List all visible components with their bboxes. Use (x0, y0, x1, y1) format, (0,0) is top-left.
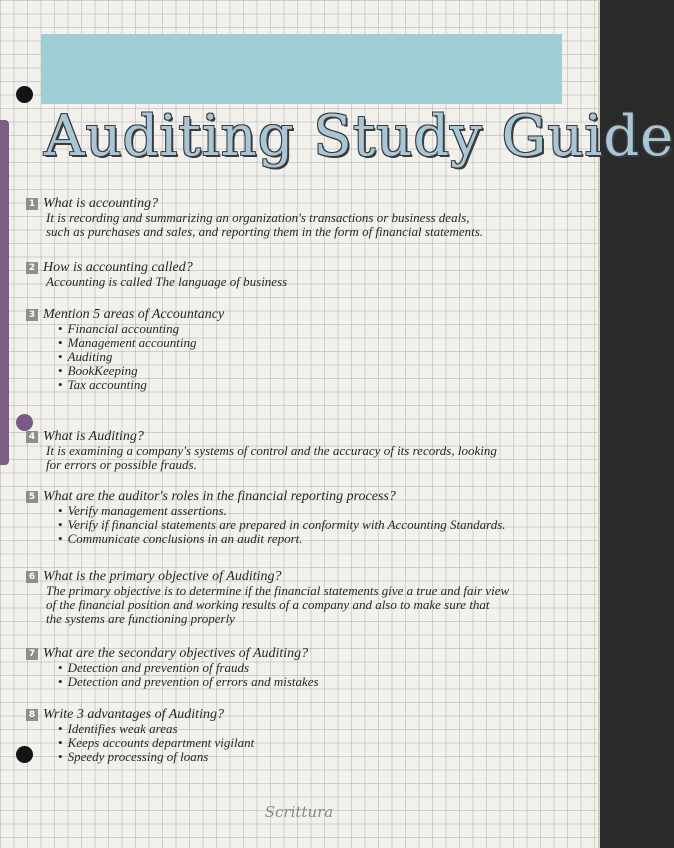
question (26, 430, 586, 444)
brand-watermark: Scrittura (264, 803, 334, 821)
question-block-4 (26, 430, 586, 472)
title-banner (41, 34, 562, 104)
question (26, 308, 586, 322)
list-item: • Verify if financial statements are prepared in conformity with Accounting Standards. (58, 518, 586, 532)
binder-hole (16, 86, 33, 103)
question-block-3 (26, 308, 586, 392)
list-item: • Detection and prevention of frauds (58, 661, 586, 675)
answer-line: such as purchases and sales, and reporting them in the form of financial statements. (46, 224, 484, 239)
question-number: 3 (26, 309, 38, 321)
question (26, 647, 586, 661)
list-item: • Communicate conclusions in an audit report. (58, 532, 586, 546)
question-block-2 (26, 261, 586, 289)
list-item: • Verify management assertions. (58, 504, 586, 518)
list-item: • Tax accounting (58, 378, 586, 392)
page-title: Auditing Study Guide (44, 104, 674, 169)
question-number: 1 (26, 198, 38, 210)
list-item: • Management accounting (58, 336, 586, 350)
list-item: • Financial accounting (58, 322, 586, 336)
answer-line: the systems are functioning properly (46, 611, 235, 626)
question-number: 2 (26, 262, 38, 274)
question-text: What are the secondary objectives of Auditing? (43, 646, 309, 661)
question-number: 8 (26, 709, 38, 721)
question (26, 708, 586, 722)
binder-hole (16, 414, 33, 431)
question-number: 4 (26, 431, 38, 443)
question-text: What are the auditor's roles in the financial reporting process? (43, 489, 396, 504)
question-block-5 (26, 490, 586, 546)
question-block-7 (26, 647, 586, 689)
question-text: What is accounting? (43, 196, 159, 211)
list-item: • Speedy processing of loans (58, 750, 586, 764)
answer-line: for errors or possible frauds. (46, 457, 197, 472)
question (26, 570, 586, 584)
page-divider-tab (0, 120, 9, 465)
question-number: 5 (26, 491, 38, 503)
question-block-6 (26, 570, 586, 626)
question (26, 490, 586, 504)
question (26, 197, 586, 211)
question-number: 7 (26, 648, 38, 660)
question-text: What is the primary objective of Auditing? (43, 569, 282, 584)
question-text: Mention 5 areas of Accountancy (43, 307, 225, 322)
list-item: • Auditing (58, 350, 586, 364)
question-text: What is Auditing? (43, 429, 144, 444)
answer-line: Accounting is called The language of business (46, 274, 288, 289)
answer-line: It is examining a company's systems of control and the accuracy of its records, looking (46, 443, 497, 458)
question (26, 261, 586, 275)
list-item: • Identifies weak areas (58, 722, 586, 736)
list-item: • Keeps accounts department vigilant (58, 736, 586, 750)
list-item: • Detection and prevention of errors and mistakes (58, 675, 586, 689)
question-text: How is accounting called? (43, 260, 193, 275)
answer-line: The primary objective is to determine if the financial statements give a true and fair view (46, 583, 510, 598)
question-block-8 (26, 708, 586, 764)
question-text: Write 3 advantages of Auditing? (43, 707, 224, 722)
answer-line: It is recording and summarizing an organization's transactions or business deals, (46, 210, 470, 225)
question-block-1 (26, 197, 586, 239)
list-item: • BookKeeping (58, 364, 586, 378)
answer-line: of the financial position and working results of a company and also to make sure that (46, 597, 490, 612)
question-number: 6 (26, 571, 38, 583)
